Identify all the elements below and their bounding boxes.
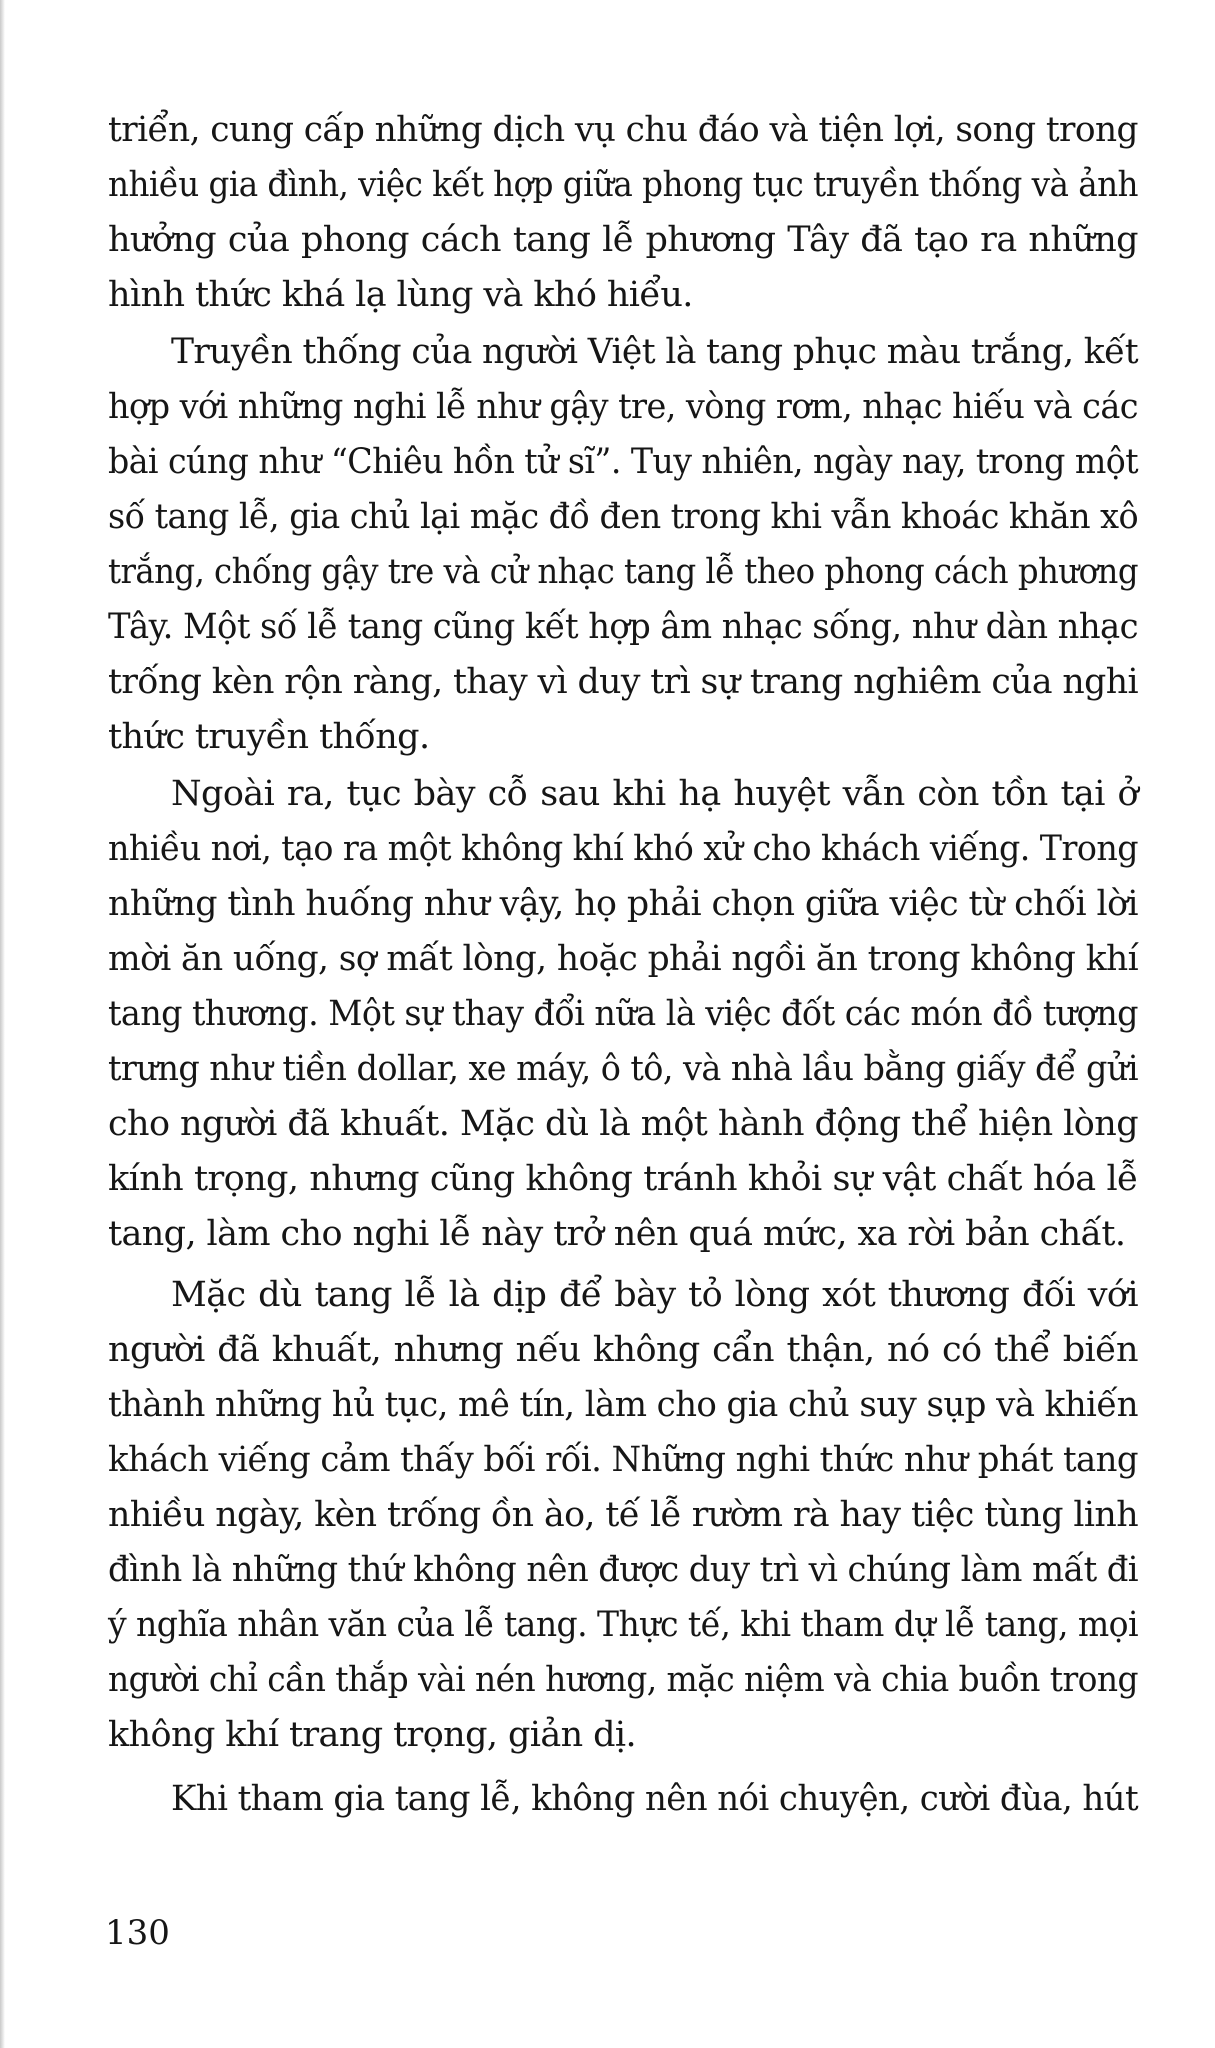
text-line: hưởng của phong cách tang lễ phương Tây đã tạo ra những [108,220,1138,260]
text-line: Ngoài ra, tục bày cỗ sau khi hạ huyệt vẫn còn tồn tại ở [171,774,1138,814]
text-line: kính trọng, nhưng cũng không tránh khỏi sự vật chất hóa lễ [108,1159,1138,1199]
text-line: trắng, chống gậy tre và cử nhạc tang lễ theo phong cách phương [108,552,1139,592]
text-line: tang thương. Một sự thay đổi nữa là việc đốt các món đồ tượng [108,994,1139,1034]
text-line: Truyền thống của người Việt là tang phục màu trắng, kết [171,332,1139,372]
text-line: trưng như tiền dollar, xe máy, ô tô, và nhà lầu bằng giấy để gửi [108,1049,1139,1089]
page-number: 130 [105,1913,170,1953]
text-line: nhiều nơi, tạo ra một không khí khó xử cho khách viếng. Trong [108,829,1138,869]
text-line: mời ăn uống, sợ mất lòng, hoặc phải ngồi ăn trong không khí [108,939,1139,979]
text-line: người đã khuất, nhưng nếu không cẩn thận, nó có thể biến [108,1330,1138,1370]
text-line: nhiều gia đình, việc kết hợp giữa phong tục truyền thống và ảnh [108,165,1138,205]
text-line: thành những hủ tục, mê tín, làm cho gia chủ suy sụp và khiến [108,1385,1139,1425]
text-line: người chỉ cần thắp vài nén hương, mặc niệm và chia buồn trong [108,1660,1139,1700]
text-line: trống kèn rộn ràng, thay vì duy trì sự trang nghiêm của nghi [108,662,1138,702]
text-line: hình thức khá lạ lùng và khó hiểu. [108,275,693,315]
text-line: số tang lễ, gia chủ lại mặc đồ đen trong khi vẫn khoác khăn xô [108,497,1139,537]
text-line: ý nghĩa nhân văn của lễ tang. Thực tế, khi tham dự lễ tang, mọi [108,1605,1139,1645]
text-line: những tình huống như vậy, họ phải chọn giữa việc từ chối lời [108,884,1138,924]
text-line: cho người đã khuất. Mặc dù là một hành động thể hiện lòng [108,1104,1138,1144]
text-line: triển, cung cấp những dịch vụ chu đáo và tiện lợi, song trong [108,110,1138,150]
text-line: thức truyền thống. [108,717,430,757]
text-line: hợp với những nghi lễ như gậy tre, vòng rơm, nhạc hiếu và các [108,387,1138,427]
scan-edge-shadow [0,0,5,2048]
text-line: khách viếng cảm thấy bối rối. Những nghi thức như phát tang [108,1440,1139,1480]
text-line: đình là những thứ không nên được duy trì vì chúng làm mất đi [108,1550,1139,1590]
text-line: Tây. Một số lễ tang cũng kết hợp âm nhạc sống, như dàn nhạc [108,607,1139,647]
text-line: Mặc dù tang lễ là dịp để bày tỏ lòng xót thương đối với [171,1275,1138,1315]
text-line: nhiều ngày, kèn trống ồn ào, tế lễ rườm rà hay tiệc tùng linh [108,1495,1139,1535]
text-line: Khi tham gia tang lễ, không nên nói chuyện, cười đùa, hút [171,1779,1139,1819]
text-line: tang, làm cho nghi lễ này trở nên quá mức, xa rời bản chất. [108,1214,1126,1254]
text-line: không khí trang trọng, giản dị. [108,1715,637,1755]
text-line: bài cúng như “Chiêu hồn tử sĩ”. Tuy nhiên, ngày nay, trong một [108,442,1139,482]
